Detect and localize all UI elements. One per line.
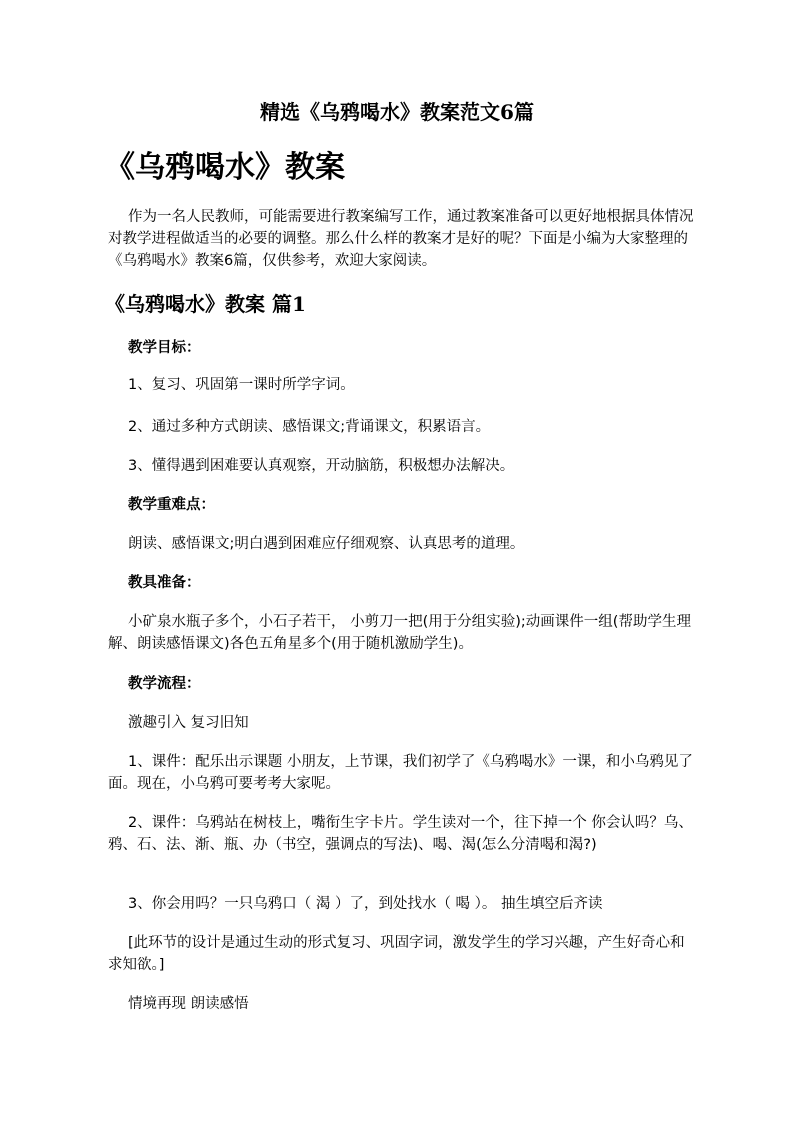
step-intro: 激趣引入 复习旧知 <box>128 715 249 731</box>
document-title: 精选《乌鸦喝水》教案范文6篇 <box>260 100 534 124</box>
step-scene: 情境再现 朗读感悟 <box>128 996 249 1012</box>
intro-paragraph: 作为一名人民教师，可能需要进行教案编写工作，通过教案准备可以更好地根据具体情况对教学进程做适当的必要的调整。那么什么样的教案才是好的呢？下面是小编为大家整理的《乌鸦喝水》教案6篇，仅供参考，欢迎大家阅读。 <box>108 209 694 269</box>
process-label: 教学流程： <box>128 676 201 692</box>
materials-text: 小矿泉水瓶子多个，小石子若干， 小剪刀一把(用于分组实验);动画课件一组(帮助学生理解、朗读感悟课文)各色五角星多个(用于随机激励学生)。 <box>108 614 691 652</box>
main-heading: 《乌鸦喝水》教案 <box>105 150 345 185</box>
step-1: 1、课件：配乐出示课题 小朋友，上节课，我们初学了《乌鸦喝水》一课，和小乌鸦见了面。现在，小乌鸦可要考考大家呢。 <box>108 754 693 792</box>
goals-label: 教学目标： <box>128 340 201 356</box>
step-3: 3、你会用吗？一只乌鸦口（ 渴 ）了，到处找水（ 喝 ）。 抽生填空后齐读 <box>128 896 603 912</box>
goal-item-2: 2、通过多种方式朗读、感悟课文;背诵课文，积累语言。 <box>128 419 491 435</box>
key-points-text: 朗读、感悟课文;明白遇到困难应仔细观察、认真思考的道理。 <box>128 536 525 552</box>
key-points-label: 教学重难点： <box>128 497 215 513</box>
step-2: 2、课件：乌鸦站在树枝上，嘴衔生字卡片。学生读对一个，往下掉一个 你会认吗？乌、鸦、石、法、渐、瓶、办（书空，强调点的写法)、喝、渴(怎么分清喝和渴?) <box>108 815 693 853</box>
design-note: [此环节的设计是通过生动的形式复习、巩固字词，激发学生的学习兴趣，产生好奇心和求知欲。] <box>108 935 685 973</box>
goal-item-3: 3、懂得遇到困难要认真观察，开动脑筋，积极想办法解决。 <box>128 458 515 474</box>
materials-label: 教具准备： <box>128 575 201 591</box>
section-heading: 《乌鸦喝水》教案 篇1 <box>105 292 306 316</box>
goal-item-1: 1、复习、巩固第一课时所学字词。 <box>128 377 355 393</box>
